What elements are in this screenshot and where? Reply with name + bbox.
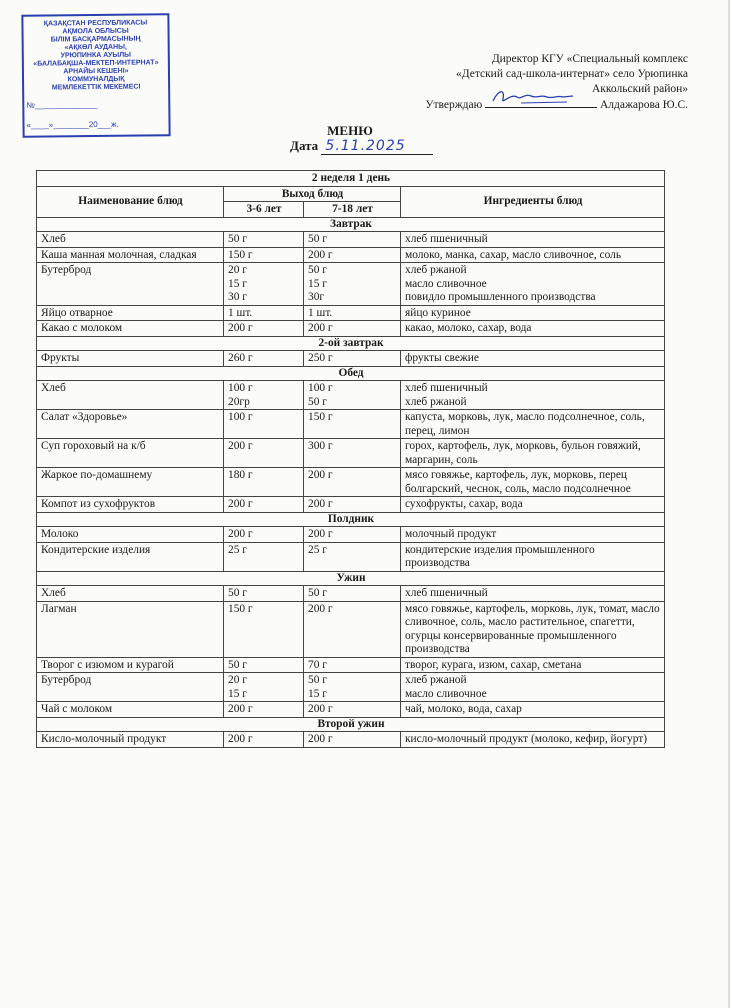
ingredients-cell: чай, молоко, вода, сахар <box>401 702 665 718</box>
table-row <box>37 673 665 702</box>
dish-name-cell: Бутерброд <box>37 673 224 702</box>
portion-7-18-cell: 100 г 50 г <box>304 381 401 410</box>
dish-name-cell: Кисло-молочный продукт <box>37 732 224 748</box>
section-title: 2-ой завтрак <box>37 336 665 351</box>
portion-3-6-cell: 50 г <box>224 586 304 602</box>
portion-7-18-cell: 200 г <box>304 702 401 718</box>
table-row <box>37 601 665 657</box>
dish-name-cell: Фрукты <box>37 351 224 367</box>
director-name: Алдажарова Ю.С. <box>599 99 688 111</box>
portion-7-18-cell: 1 шт. <box>304 305 401 321</box>
portion-3-6-cell: 50 г <box>224 232 304 248</box>
portion-7-18-cell: 200 г <box>304 497 401 513</box>
portion-7-18-cell: 250 г <box>304 351 401 367</box>
stamp-date: «____»________20___ж. <box>26 119 119 130</box>
dish-name-cell: Хлеб <box>37 232 224 248</box>
portion-3-6-cell: 20 г 15 г 30 г <box>224 263 304 306</box>
ingredients-cell: хлеб пшеничный <box>401 586 665 602</box>
portion-7-18-cell: 200 г <box>304 601 401 657</box>
ingredients-cell: фрукты свежие <box>401 351 665 367</box>
col-output-header: Выход блюд <box>224 186 401 202</box>
dish-name-cell: Салат «Здоровье» <box>37 410 224 439</box>
portion-3-6-cell: 50 г <box>224 657 304 673</box>
stamp-line: АҚМОЛА ОБЛЫСЫ <box>62 27 129 36</box>
table-row <box>37 263 665 306</box>
section-title: Завтрак <box>37 217 665 232</box>
dish-name-cell: Лагман <box>37 601 224 657</box>
ingredients-cell: хлеб пшеничный хлеб ржаной <box>401 381 665 410</box>
portion-7-18-cell: 200 г <box>304 468 401 497</box>
portion-3-6-cell: 25 г <box>224 542 304 571</box>
portion-3-6-cell: 200 г <box>224 732 304 748</box>
dish-name-cell: Компот из сухофруктов <box>37 497 224 513</box>
table-row <box>37 410 665 439</box>
dish-name-cell: Кондитерские изделия <box>37 542 224 571</box>
section-title: Ужин <box>37 571 665 586</box>
portion-7-18-cell: 50 г <box>304 586 401 602</box>
col-ingredients-header: Ингредиенты блюд <box>401 186 665 217</box>
portion-3-6-cell: 1 шт. <box>224 305 304 321</box>
table-row <box>37 321 665 337</box>
section-title: Обед <box>37 366 665 381</box>
portion-7-18-cell: 200 г <box>304 247 401 263</box>
stamp-line: АРНАЙЫ КЕШЕНІ» <box>63 67 129 76</box>
section-title: Второй ужин <box>37 717 665 732</box>
dish-name-cell: Яйцо отварное <box>37 305 224 321</box>
ingredients-cell: мясо говяжье, картофель, лук, морковь, перец болгарский, чеснок, соль, масло подсолнечное <box>401 468 665 497</box>
approval-line: Аккольский район» <box>591 83 688 95</box>
stamp-line: «АҚКӨЛ АУДАНЫ, <box>64 43 127 52</box>
page-edge <box>728 0 730 1008</box>
portion-3-6-cell: 200 г <box>224 702 304 718</box>
ingredients-cell: яйцо куриное <box>401 305 665 321</box>
portion-7-18-cell: 25 г <box>304 542 401 571</box>
col-age-7-18-header: 7-18 лет <box>304 202 401 218</box>
ingredients-cell: мясо говяжье, картофель, морковь, лук, томат, масло сливочное, соль, масло растительное, спагетти, огурцы консервированные промышленного производства <box>401 601 665 657</box>
dish-name-cell: Суп гороховый на к/б <box>37 439 224 468</box>
col-age-3-6-header: 3-6 лет <box>224 202 304 218</box>
stamp-line: УРЮПИНКА АУЫЛЫ <box>60 51 132 60</box>
signature-line <box>485 97 597 108</box>
ingredients-cell: творог, курага, изюм, сахар, сметана <box>401 657 665 673</box>
dish-name-cell: Молоко <box>37 527 224 543</box>
table-row <box>37 497 665 513</box>
official-stamp <box>21 13 170 137</box>
dish-name-cell: Хлеб <box>37 381 224 410</box>
date-row <box>290 138 433 155</box>
dish-name-cell: Жаркое по-домашнему <box>37 468 224 497</box>
dish-name-cell: Творог с изюмом и курагой <box>37 657 224 673</box>
dish-name-cell: Хлеб <box>37 586 224 602</box>
table-row <box>37 247 665 263</box>
week-day: 2 неделя 1 день <box>37 171 665 187</box>
ingredients-cell: молочный продукт <box>401 527 665 543</box>
ingredients-cell: сухофрукты, сахар, вода <box>401 497 665 513</box>
page-title: МЕНЮ <box>327 123 373 138</box>
table-row <box>37 232 665 248</box>
table-row <box>37 542 665 571</box>
portion-3-6-cell: 20 г 15 г <box>224 673 304 702</box>
portion-7-18-cell: 70 г <box>304 657 401 673</box>
stamp-line: КОММУНАЛДЫҚ <box>67 76 125 84</box>
section-row <box>37 217 665 232</box>
portion-3-6-cell: 200 г <box>224 439 304 468</box>
portion-7-18-cell: 150 г <box>304 410 401 439</box>
ingredients-cell: кондитерские изделия промышленного производства <box>401 542 665 571</box>
date-value: 5.11.2025 <box>321 138 433 155</box>
stamp-line: МЕМЛЕКЕТТІК МЕКЕМЕСІ <box>51 83 141 92</box>
table-row <box>37 702 665 718</box>
approval-sign-row <box>358 97 688 113</box>
dish-name-cell: Какао с молоком <box>37 321 224 337</box>
section-title: Полдник <box>37 512 665 527</box>
table-row <box>37 468 665 497</box>
approval-block <box>358 52 688 113</box>
week-day-row <box>37 171 665 187</box>
portion-3-6-cell: 180 г <box>224 468 304 497</box>
dish-name-cell: Чай с молоком <box>37 702 224 718</box>
ingredients-cell: горох, картофель, лук, морковь, бульон говяжий, маргарин, соль <box>401 439 665 468</box>
portion-3-6-cell: 100 г <box>224 410 304 439</box>
stamp-line: БІЛІМ БАСҚАРМАСЫНЫҢ <box>50 35 141 44</box>
portion-7-18-cell: 200 г <box>304 321 401 337</box>
stamp-number: №______________ <box>26 100 98 111</box>
ingredients-cell: капуста, морковь, лук, масло подсолнечное, соль, перец, лимон <box>401 410 665 439</box>
ingredients-cell: кисло-молочный продукт (молоко, кефир, йогурт) <box>401 732 665 748</box>
ingredients-cell: какао, молоко, сахар, вода <box>401 321 665 337</box>
table-row <box>37 439 665 468</box>
date-label: Дата <box>290 138 319 153</box>
stamp-line: «БАЛАБАҚША-МЕКТЕП-ИНТЕРНАТ» <box>33 59 159 68</box>
approval-line: Директор КГУ «Специальный комплекс <box>491 53 688 65</box>
section-row <box>37 366 665 381</box>
table-row <box>37 732 665 748</box>
portion-7-18-cell: 200 г <box>304 527 401 543</box>
section-row <box>37 512 665 527</box>
portion-7-18-cell: 50 г 15 г 30г <box>304 263 401 306</box>
portion-3-6-cell: 200 г <box>224 527 304 543</box>
portion-7-18-cell: 200 г <box>304 732 401 748</box>
section-row <box>37 336 665 351</box>
ingredients-cell: молоко, манка, сахар, масло сливочное, соль <box>401 247 665 263</box>
ingredients-cell: хлеб ржаной масло сливочное <box>401 673 665 702</box>
col-name-header: Наименование блюд <box>37 186 224 217</box>
ingredients-cell: хлеб ржаной масло сливочное повидло промышленного производства <box>401 263 665 306</box>
portion-3-6-cell: 150 г <box>224 247 304 263</box>
signature-icon <box>491 87 577 107</box>
approval-line: «Детский сад-школа-интернат» село Урюпинка <box>455 68 688 80</box>
portion-7-18-cell: 50 г <box>304 232 401 248</box>
dish-name-cell: Каша манная молочная, сладкая <box>37 247 224 263</box>
approve-label: Утверждаю <box>425 99 483 111</box>
portion-3-6-cell: 260 г <box>224 351 304 367</box>
portion-7-18-cell: 300 г <box>304 439 401 468</box>
portion-3-6-cell: 100 г 20гр <box>224 381 304 410</box>
portion-3-6-cell: 150 г <box>224 601 304 657</box>
stamp-line: ҚАЗАҚСТАН РЕСПУБЛИКАСЫ <box>43 19 148 28</box>
table-row <box>37 586 665 602</box>
menu-table <box>36 170 665 748</box>
header-row <box>37 186 665 202</box>
table-row <box>37 381 665 410</box>
table-row <box>37 305 665 321</box>
table-row <box>37 657 665 673</box>
table-row <box>37 527 665 543</box>
ingredients-cell: хлеб пшеничный <box>401 232 665 248</box>
portion-3-6-cell: 200 г <box>224 497 304 513</box>
table-row <box>37 351 665 367</box>
dish-name-cell: Бутерброд <box>37 263 224 306</box>
portion-7-18-cell: 50 г 15 г <box>304 673 401 702</box>
section-row <box>37 571 665 586</box>
section-row <box>37 717 665 732</box>
portion-3-6-cell: 200 г <box>224 321 304 337</box>
